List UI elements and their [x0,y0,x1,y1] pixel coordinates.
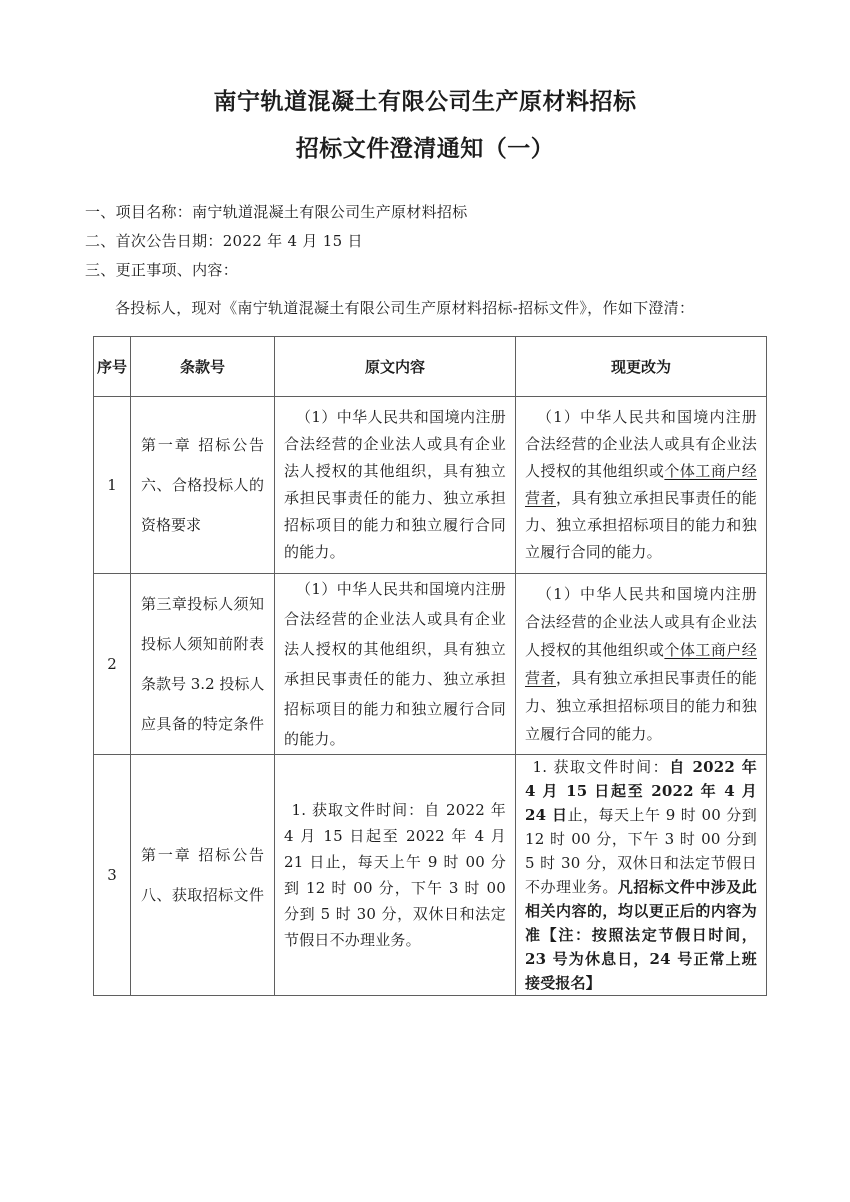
cell-revised-content [516,397,767,574]
revised-paragraph [525,580,757,748]
meta-list [85,198,765,285]
clause-line: 第三章投标人须知 [141,595,264,613]
revised-text: ，具有独立承担民事责任的能力、独立承担招标项目的能力和独立履行合同的能力。 [525,489,758,561]
table-header-row [94,337,767,397]
header-seq-no: 序号 [94,337,131,397]
header-original-content: 原文内容 [275,337,516,397]
clause-line: 第一章 招标公告 [141,846,264,864]
title-line-2: 招标文件澄清通知（一） [295,135,555,162]
cell-clause-no [131,397,275,574]
revised-text: 1. 获取文件时间： [532,758,670,776]
cell-original-content [275,755,516,996]
cell-seq-no: 1 [94,397,131,574]
clause-line: 应具备的特定条件 [141,715,264,733]
title-line-1: 南宁轨道混凝土有限公司生产原材料招标 [213,88,637,115]
meta-item-correction-heading: 三、更正事项、内容： [85,261,239,279]
header-clause-no: 条款号 [131,337,275,397]
cell-seq-no: 2 [94,574,131,755]
cell-clause-no [131,755,275,996]
cell-original-content [275,574,516,755]
header-revised-content: 现更改为 [516,337,767,397]
cell-revised-content [516,755,767,996]
clause-line: 资格要求 [141,516,202,534]
revised-text: （1）中华人民共和国境内注册合法经营的企业法人或具有企业法人授权的其他组织或 [525,585,757,659]
revised-underlined-text: 个体工商户经营者 [525,641,757,687]
revised-bold-text: 自 2022 年 4 月 15 日起至 2022 年 4 月 24 日 [525,758,757,824]
original-paragraph: （1）中华人民共和国境内注册合法经营的企业法人或具有企业法人授权的其他组织，具有独立承担民事责任的能力、独立承担招标项目的能力和独立履行合同的能力。 [284,408,506,561]
cell-seq-no: 3 [94,755,131,996]
cell-revised-content [516,574,767,755]
original-paragraph: 1. 获取文件时间：自 2022 年 4 月 15 日起至 2022 年 4 月 21 日止，每天上午 9 时 00 分到 12 时 00 分，下午 3 时 00 分到 5 时 30 分，双休日和法定节假日不办理业务。 [284,801,506,949]
clarification-table [93,336,767,996]
revised-text: （1）中华人民共和国境内注册合法经营的企业法人或具有企业法人授权的其他组织或 [525,408,757,480]
revised-text: ，具有独立承担民事责任的能力、独立承担招标项目的能力和独立履行合同的能力。 [525,669,758,743]
cell-clause-no [131,574,275,755]
revised-paragraph [525,404,757,566]
clause-line: 投标人须知前附表 [141,635,264,653]
meta-item-first-announcement-date: 二、首次公告日期：2022 年 4 月 15 日 [85,232,363,250]
clause-line: 条款号 3.2 投标人 [141,675,265,693]
revised-paragraph [525,755,757,995]
clause-line: 第一章 招标公告 [141,436,264,454]
revised-text: 止，每天上午 9 时 00 分到 12 时 00 分，下午 3 时 00 分到 5 时 30 分，双休日和法定节假日不办理业务。 [525,806,757,896]
clause-line: 八、获取招标文件 [141,886,264,904]
clarification-intro: 各投标人，现对《南宁轨道混凝土有限公司生产原材料招标-招标文件》，作如下澄清： [115,299,695,317]
table-row [94,397,767,574]
cell-original-content [275,397,516,574]
original-paragraph: （1）中华人民共和国境内注册合法经营的企业法人或具有企业法人授权的其他组织，具有独立承担民事责任的能力、独立承担招标项目的能力和独立履行合同的能力。 [284,580,506,748]
table-row [94,574,767,755]
revised-bold-text: 凡招标文件中涉及此相关内容的，均以更正后的内容为准【注：按照法定节假日时间，23 号为休息日，24 号正常上班接受报名】 [525,878,757,992]
table-row [94,755,767,996]
meta-item-project-name: 一、项目名称：南宁轨道混凝土有限公司生产原材料招标 [85,203,468,221]
clause-line: 六、合格投标人的 [141,476,264,494]
document-title [0,0,850,172]
revised-underlined-text: 个体工商户经营者 [525,462,757,507]
